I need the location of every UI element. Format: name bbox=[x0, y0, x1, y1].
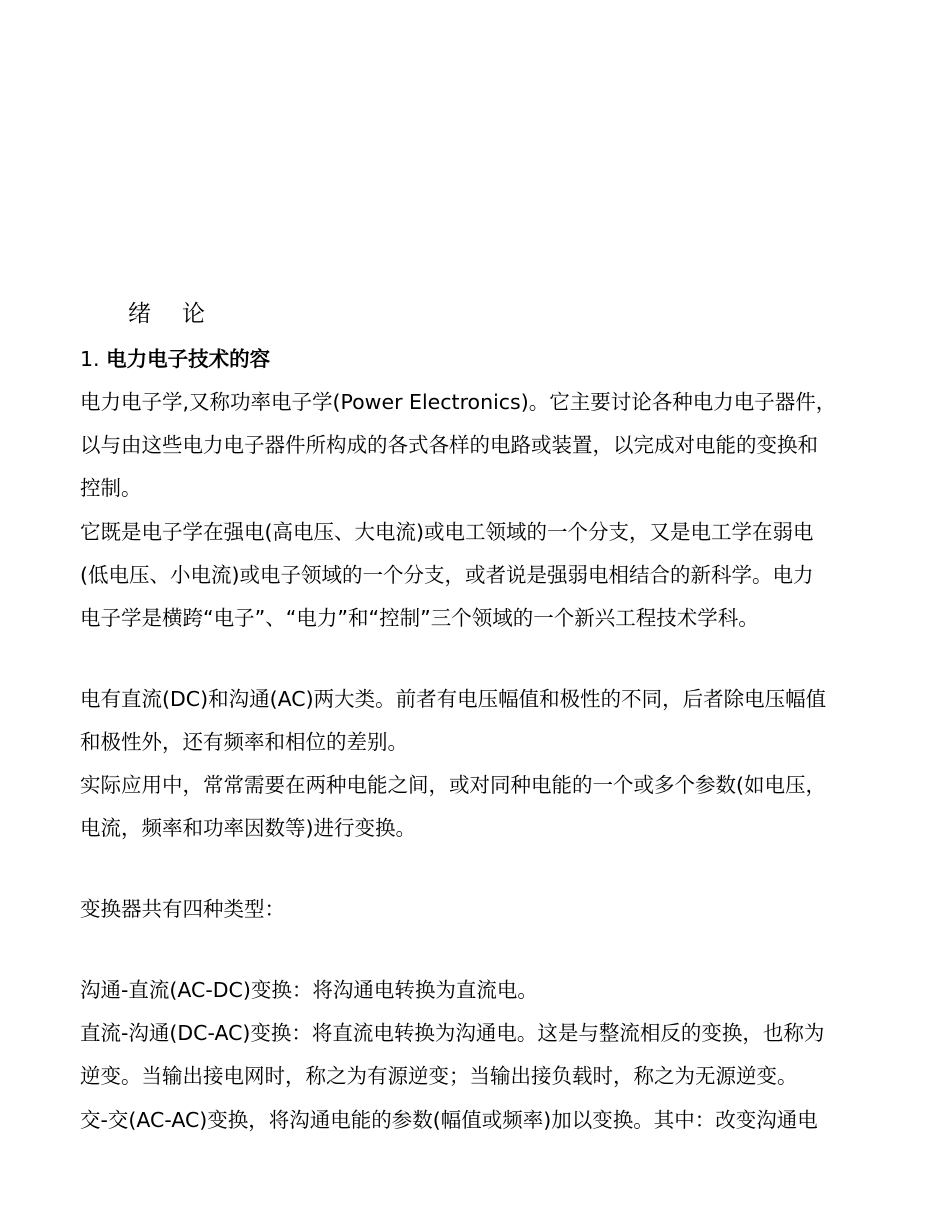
paragraph-line: 沟通-直流(AC-DC)变换：将沟通电转换为直流电。 bbox=[80, 978, 538, 1002]
chapter-title-char-1: 绪 bbox=[128, 301, 151, 327]
paragraph-line: 电子学是横跨“电子”、“电力”和“控制”三个领域的一个新兴工程技术学科。 bbox=[80, 606, 759, 630]
paragraph-line: 它既是电子学在强电(高电压、大电流)或电工领域的一个分支，又是电工学在弱电 bbox=[80, 520, 814, 544]
paragraph-line: 实际应用中，常常需要在两种电能之间，或对同种电能的一个或多个参数(如电压， bbox=[80, 773, 826, 797]
section-number: 1. bbox=[80, 347, 100, 371]
chapter-title bbox=[128, 300, 205, 328]
paragraph-line: 直流-沟通(DC-AC)变换：将直流电转换为沟通电。这是与整流相反的变换，也称为 bbox=[80, 1021, 825, 1045]
paragraph-line: 电有直流(DC)和沟通(AC)两大类。前者有电压幅值和极性的不同，后者除电压幅值 bbox=[80, 687, 827, 711]
section-heading-text: 电力电子技术的容 bbox=[106, 347, 271, 371]
paragraph-line: 变换器共有四种类型： bbox=[80, 897, 285, 921]
chapter-title-char-2: 论 bbox=[182, 301, 205, 327]
paragraph-line: (低电压、小电流)或电子领域的一个分支，或者说是强弱电相结合的新科学。电力 bbox=[80, 563, 814, 587]
paragraph-line: 以与由这些电力电子器件所构成的各式各样的电路或装置，以完成对电能的变换和 bbox=[80, 433, 818, 457]
paragraph-line: 电力电子学,又称功率电子学(Power Electronics)。它主要讨论各种电力电子器件， bbox=[80, 390, 837, 414]
paragraph-line: 逆变。当输出接电网时，称之为有源逆变；当输出接负载时，称之为无源逆变。 bbox=[80, 1064, 798, 1088]
paragraph-line: 控制。 bbox=[80, 476, 142, 500]
paragraph-line: 电流，频率和功率因数等)进行变换。 bbox=[80, 816, 416, 840]
paragraph-line: 和极性外，还有频率和相位的差别。 bbox=[80, 730, 408, 754]
paragraph-line: 交-交(AC-AC)变换，将沟通电能的参数(幅值或频率)加以变换。其中：改变沟通电 bbox=[80, 1108, 818, 1132]
section-heading bbox=[80, 345, 270, 373]
